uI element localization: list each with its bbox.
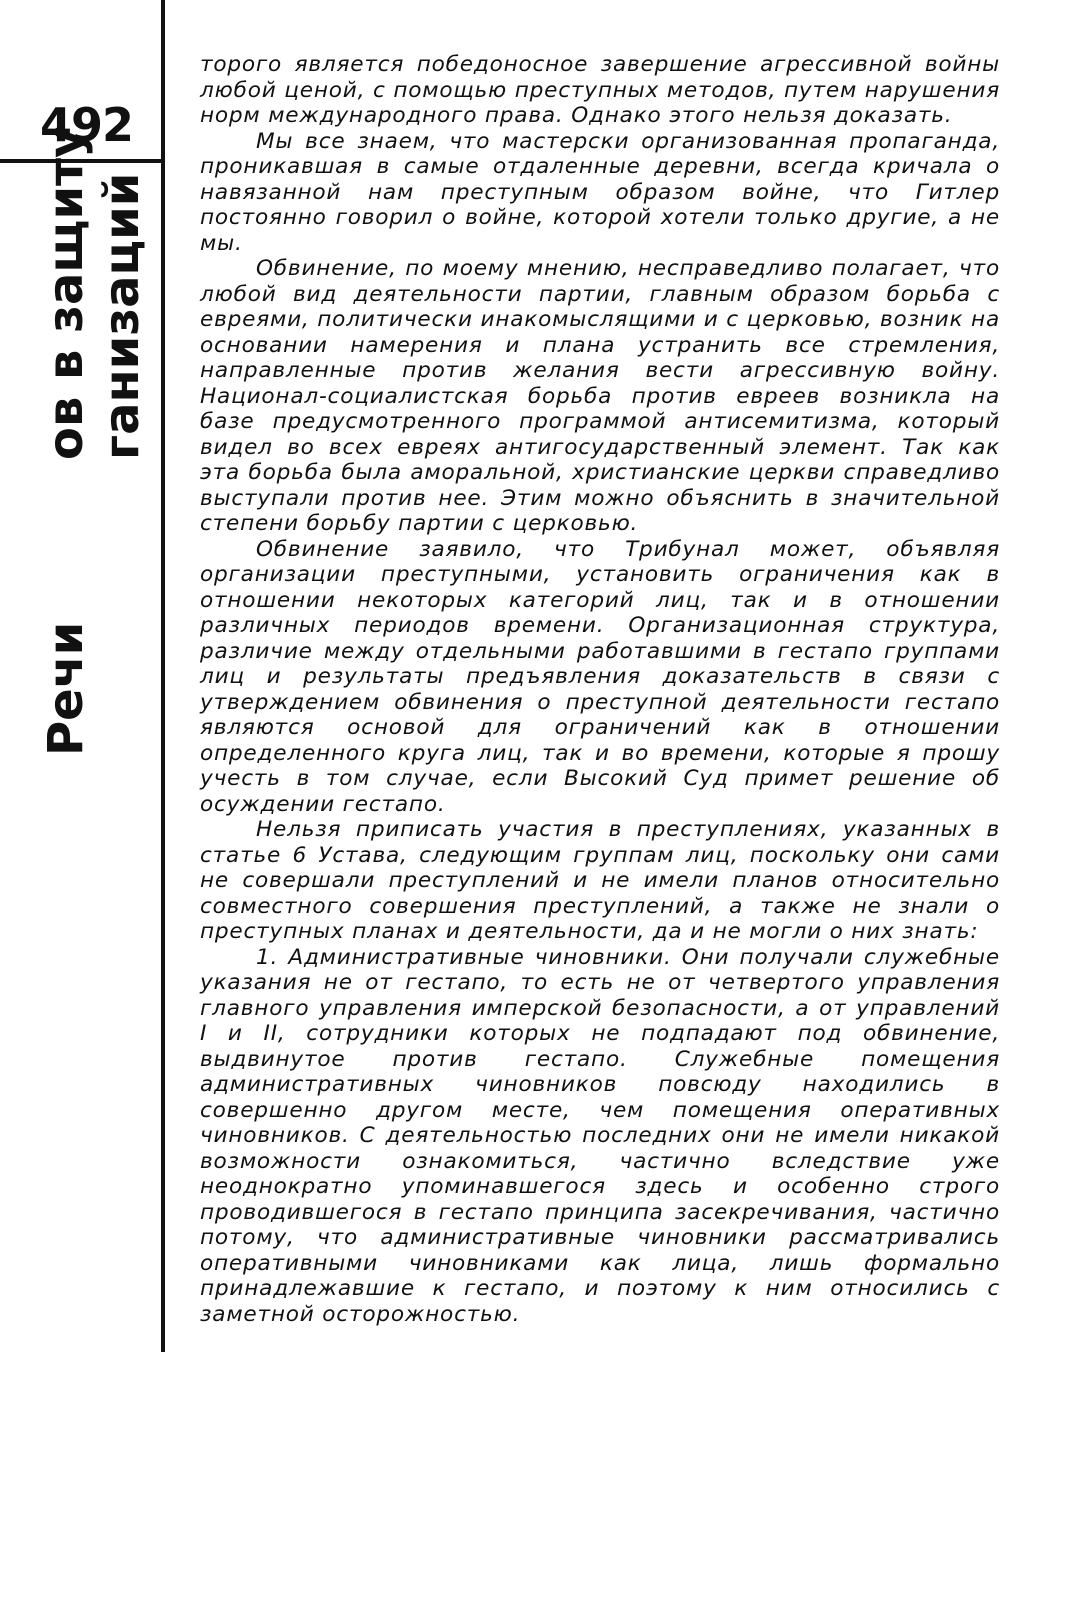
paragraph-continuation: торого является победоносное завершение агрессивной войны любой ценой, с помощью преступных методов, путем нарушения норм международного права. Однако этого нельзя доказать.: [200, 52, 1000, 128]
paragraph: Нельзя приписать участия в преступлениях, указанных в статье 6 Устава, следующим группам лиц, поскольку они сами не совершали преступлений и не имели планов относительно совместного совершения преступлений, а также не знали о преступных планах и деятельности, да и не могли о них знать:: [200, 817, 1000, 944]
margin-rule: [161, 0, 165, 1352]
paragraph: Обвинение заявило, что Трибунал может, объявляя организации преступными, установить ограничения как в отношении некоторых категорий лиц, так и в отношении различных периодов времени. Организационная структура, различие между отдельными работавшими в гестапо группами лиц и результаты предъявления доказательств в связи с утверждением обвинения о преступной деятельности гестапо являются основой для ограничений как в отношении определенного круга лиц, так и во времени, которые я прошу учесть в том случае, если Высокий Суд примет решение об осуждении гестапо.: [200, 536, 1000, 817]
running-head-line-3: Речи: [38, 621, 94, 756]
running-head: [8, 126, 158, 760]
running-head-line-2: ганизаций: [94, 172, 150, 460]
paragraph: Обвинение, по моему мнению, несправедливо полагает, что любой вид деятельности партии, главным образом борьба с евреями, политически инакомыслящими и с церковью, возник на основании намерения и плана устранить все стремления, направленные против желания вести агрессивную войну. Национал-социалистская борьба против евреев возникла на базе предусмотренного программой антисемитизма, который видел во всех евреях антигосударственный элемент. Так как эта борьба была аморальной, христианские церкви справедливо выступали против нее. Этим можно объяснить в значительной степени борьбу партии с церковью.: [200, 256, 1000, 536]
paragraph: Мы все знаем, что мастерски организованная пропаганда, проникавшая в самые отдаленные деревни, всегда кричала о навязанной нам преступным образом войне, что Гитлер постоянно говорил о войне, которой хотели только другие, а не мы.: [200, 128, 1000, 256]
page-number: 492: [40, 98, 134, 152]
paragraph-list-item: 1. Административные чиновники. Они получали служебные указания не от гестапо, то есть не от четвертого управления главного управления имперской безопасности, а от управлений I и II, сотрудники которых не подпадают под обвинение, выдвинутое против гестапо. Служебные помещения административных чиновников повсюду находились в совершенно другом месте, чем помещения оперативных чиновников. С деятельностью последних они не имели никакой возможности ознакомиться, частично вследствие уже неоднократно упоминавшегося здесь и особенно строго проводившегося в гестапо принципа засекречивания, частично потому, что административные чиновники рассматривались оперативными чиновниками как лица, лишь формально принадлежавшие к гестапо, и поэтому к ним относились с заметной осторожностью.: [200, 944, 1000, 1327]
body-text: [200, 52, 1000, 1327]
running-head-line-1: ов в защиту: [38, 126, 94, 460]
